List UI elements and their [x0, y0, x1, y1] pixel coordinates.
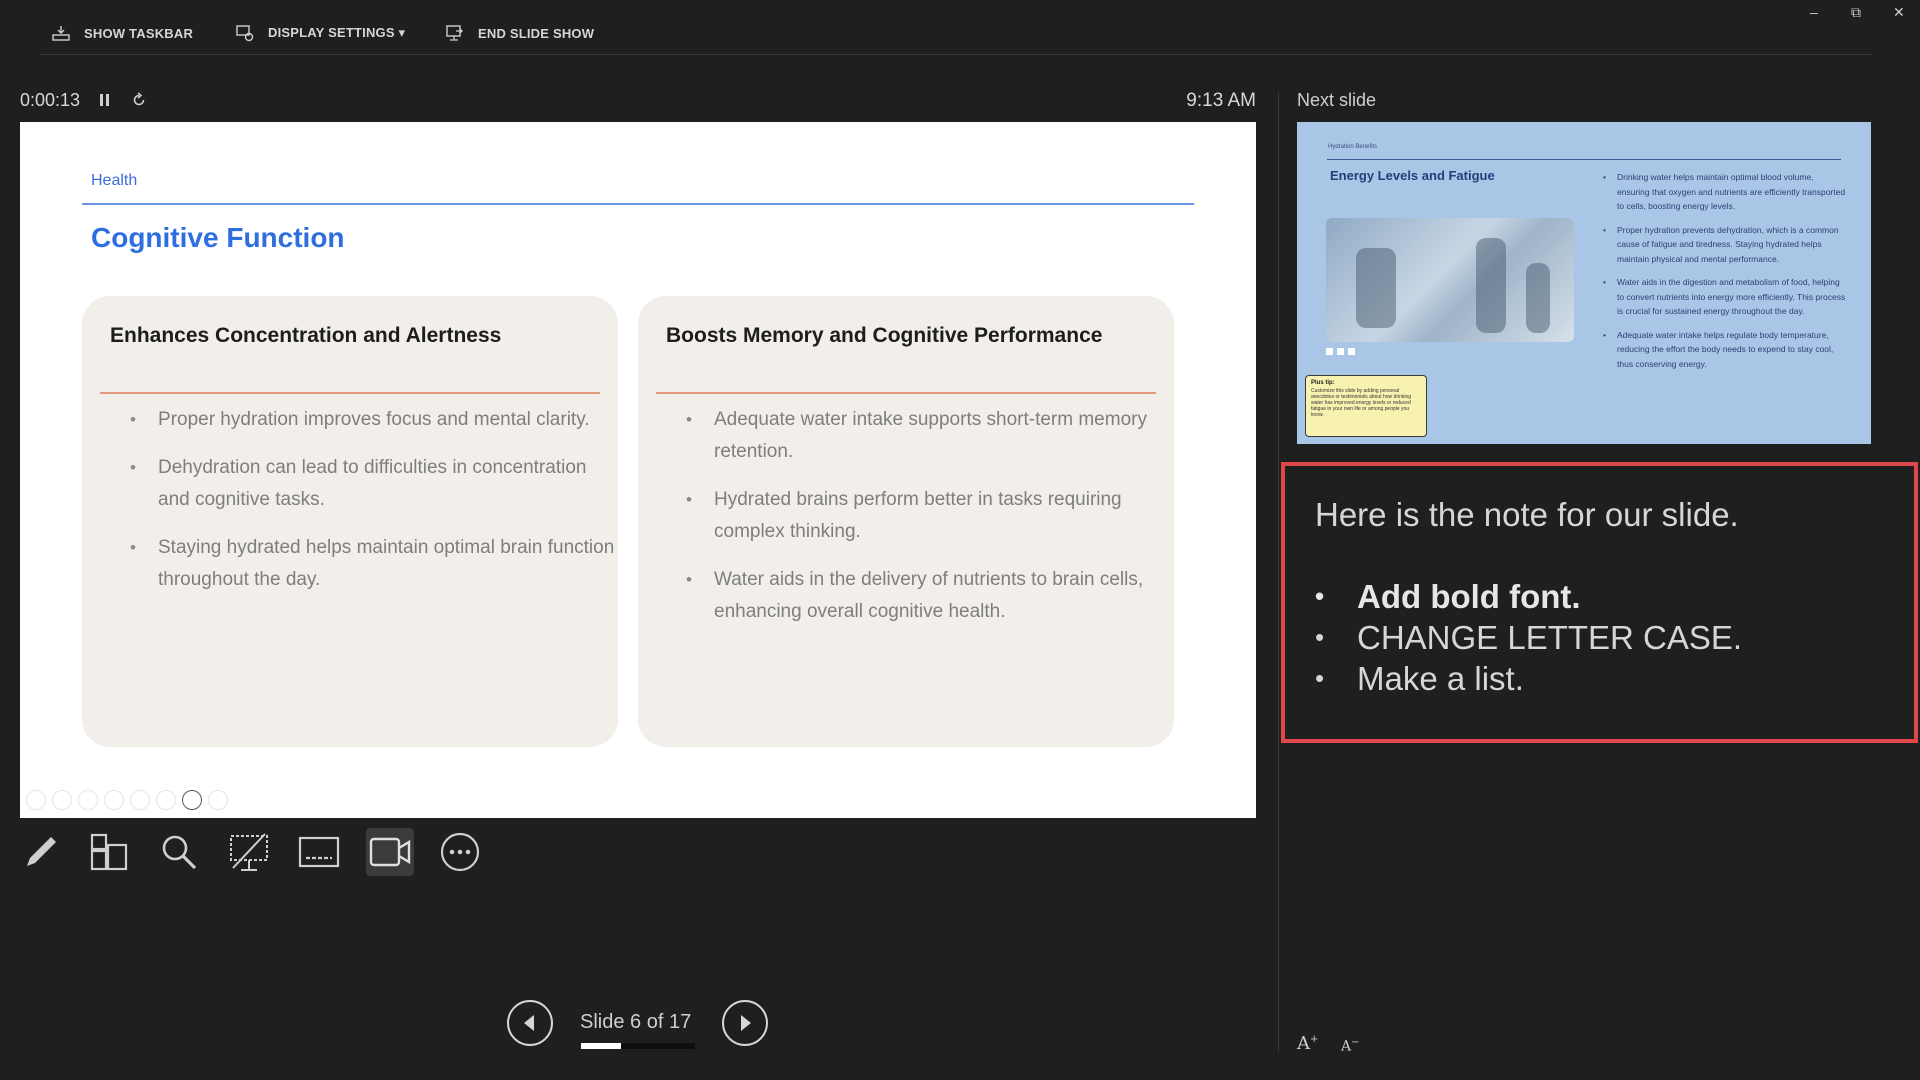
camera-toggle-button[interactable] [366, 828, 414, 876]
card-heading: Boosts Memory and Cognitive Performance [666, 324, 1103, 347]
increase-font-icon: A [1297, 1033, 1310, 1054]
slide-header-rule [82, 203, 1194, 205]
slides-grid-icon [88, 831, 130, 873]
speaker-notes-panel[interactable] [1281, 462, 1918, 743]
pen-icon [21, 832, 61, 872]
next-slide-photo [1326, 218, 1574, 342]
end-slide-show-label: END SLIDE SHOW [478, 25, 595, 41]
display-settings-button[interactable] [236, 22, 405, 44]
mini-more-icon[interactable] [208, 790, 228, 810]
end-slide-show-button[interactable] [446, 22, 594, 44]
restart-timer-icon[interactable] [131, 92, 147, 108]
card-bullet: • Proper hydration improves focus and mental clarity. [158, 404, 618, 436]
mini-next-icon[interactable] [52, 790, 72, 810]
current-time: 9:13 AM [1186, 90, 1256, 111]
decrease-font-button[interactable]: A− [1341, 1037, 1360, 1055]
increase-font-button[interactable]: A+ [1297, 1033, 1319, 1054]
pane-divider[interactable] [1278, 92, 1279, 1052]
slide-section-label: Health [91, 172, 138, 189]
photo-figure [1356, 248, 1396, 328]
content-card-left [82, 296, 618, 747]
next-slide-rule [1327, 159, 1841, 160]
current-slide[interactable] [20, 122, 1256, 818]
previous-arrow-icon [521, 1013, 539, 1033]
mini-camera-icon[interactable] [182, 790, 202, 810]
next-slide-bullets [1617, 170, 1847, 380]
next-slide-bullet: • Drinking water helps maintain optimal blood volume, ensuring that oxygen and nutrients are efficiently transported to cells, boosting energy levels. [1617, 170, 1847, 214]
next-slide-bullet: • Adequate water intake helps regulate body temperature, reducing the effort the body needs to expend to stay cool, thus conserving energy. [1617, 328, 1847, 372]
card-bullet: • Water aids in the delivery of nutrients to brain cells, enhancing overall cognitive health. [714, 564, 1174, 628]
next-slide-bullet: • Proper hydration prevents dehydration, which is a common cause of fatigue and tiredness. Staying hydrated helps maintain physical and mental performance. [1617, 223, 1847, 267]
next-slide-bullet: • Water aids in the digestion and metabolism of food, helping to convert nutrients into energy more efficiently. This process is crucial for sustained energy throughout the day. [1617, 275, 1847, 319]
content-card-right [638, 296, 1174, 747]
notes-intro: Here is the note for our slide. [1315, 496, 1739, 533]
slide-progress-bar [581, 1043, 695, 1049]
mini-pen-icon[interactable] [78, 790, 98, 810]
see-all-slides-button[interactable] [85, 828, 133, 876]
video-camera-icon [368, 834, 412, 870]
next-slide-label: Next slide [1297, 90, 1377, 110]
tip-text: Customize this slide by adding personal anecdotes or testimonials about how drinking water has improved energy levels or reduced fatigue in your own life or among people you know. [1311, 388, 1412, 418]
notes-item: • CHANGE LETTER CASE. [1357, 617, 1742, 658]
black-screen-button[interactable] [225, 828, 273, 876]
notes-item: • Make a list. [1357, 658, 1742, 699]
display-settings-icon [236, 24, 254, 42]
top-divider [40, 54, 1872, 55]
pause-icon[interactable] [99, 92, 111, 108]
subtitles-button[interactable] [295, 828, 343, 876]
next-slide-tip-box [1305, 375, 1427, 437]
card-bullet-list [122, 404, 618, 612]
next-slide-title: Energy Levels and Fatigue [1330, 168, 1495, 183]
restore-button[interactable]: ⧉ [1851, 4, 1861, 20]
notes-list [1315, 576, 1742, 699]
mini-slides-icon[interactable] [104, 790, 124, 810]
display-settings-label: DISPLAY SETTINGS ▾ [268, 25, 406, 40]
mini-prev-icon[interactable] [26, 790, 46, 810]
notes-item: • Add bold font. [1357, 576, 1742, 617]
end-show-icon [446, 24, 464, 42]
next-slide-preview[interactable] [1297, 122, 1871, 444]
subtitles-icon [297, 832, 341, 872]
photo-figure [1526, 263, 1550, 333]
mini-subtitles-icon[interactable] [156, 790, 176, 810]
pen-tool-button[interactable] [17, 828, 65, 876]
screen-toggle-icon [227, 830, 271, 874]
tip-title: Plus tip: [1311, 380, 1335, 386]
minimize-button[interactable]: – [1810, 4, 1818, 20]
show-taskbar-button[interactable] [52, 22, 193, 44]
mini-zoom-icon[interactable] [130, 790, 150, 810]
slide-progress-fill [581, 1043, 621, 1049]
close-button[interactable]: ✕ [1893, 4, 1905, 20]
next-slide-carousel-dots [1326, 348, 1355, 355]
next-slide-button[interactable] [722, 1000, 768, 1046]
more-options-button[interactable] [436, 828, 484, 876]
next-arrow-icon [736, 1013, 754, 1033]
slide-title: Cognitive Function [91, 222, 345, 253]
next-slide-section: Hydration Benefits [1328, 144, 1378, 150]
slide-mini-toolbar [26, 790, 228, 810]
card-divider [100, 392, 600, 394]
card-bullet: • Hydrated brains perform better in tasks requiring complex thinking. [714, 484, 1174, 548]
card-bullet: • Adequate water intake supports short-term memory retention. [714, 404, 1174, 468]
more-icon [438, 830, 482, 874]
elapsed-timer: 0:00:13 [20, 90, 81, 110]
photo-figure [1476, 238, 1506, 333]
show-taskbar-label: SHOW TASKBAR [84, 25, 194, 41]
card-bullet: • Dehydration can lead to difficulties in concentration and cognitive tasks. [158, 452, 618, 516]
previous-slide-button[interactable] [507, 1000, 553, 1046]
zoom-button[interactable] [155, 828, 203, 876]
decrease-font-icon: A [1341, 1038, 1352, 1055]
magnifier-icon [159, 832, 199, 872]
card-bullet: • Staying hydrated helps maintain optimal brain function throughout the day. [158, 532, 618, 596]
slide-counter[interactable]: Slide 6 of 17 [580, 1011, 692, 1033]
taskbar-icon [52, 24, 70, 42]
card-divider [656, 392, 1156, 394]
card-bullet-list [678, 404, 1174, 644]
card-heading: Enhances Concentration and Alertness [110, 324, 502, 347]
